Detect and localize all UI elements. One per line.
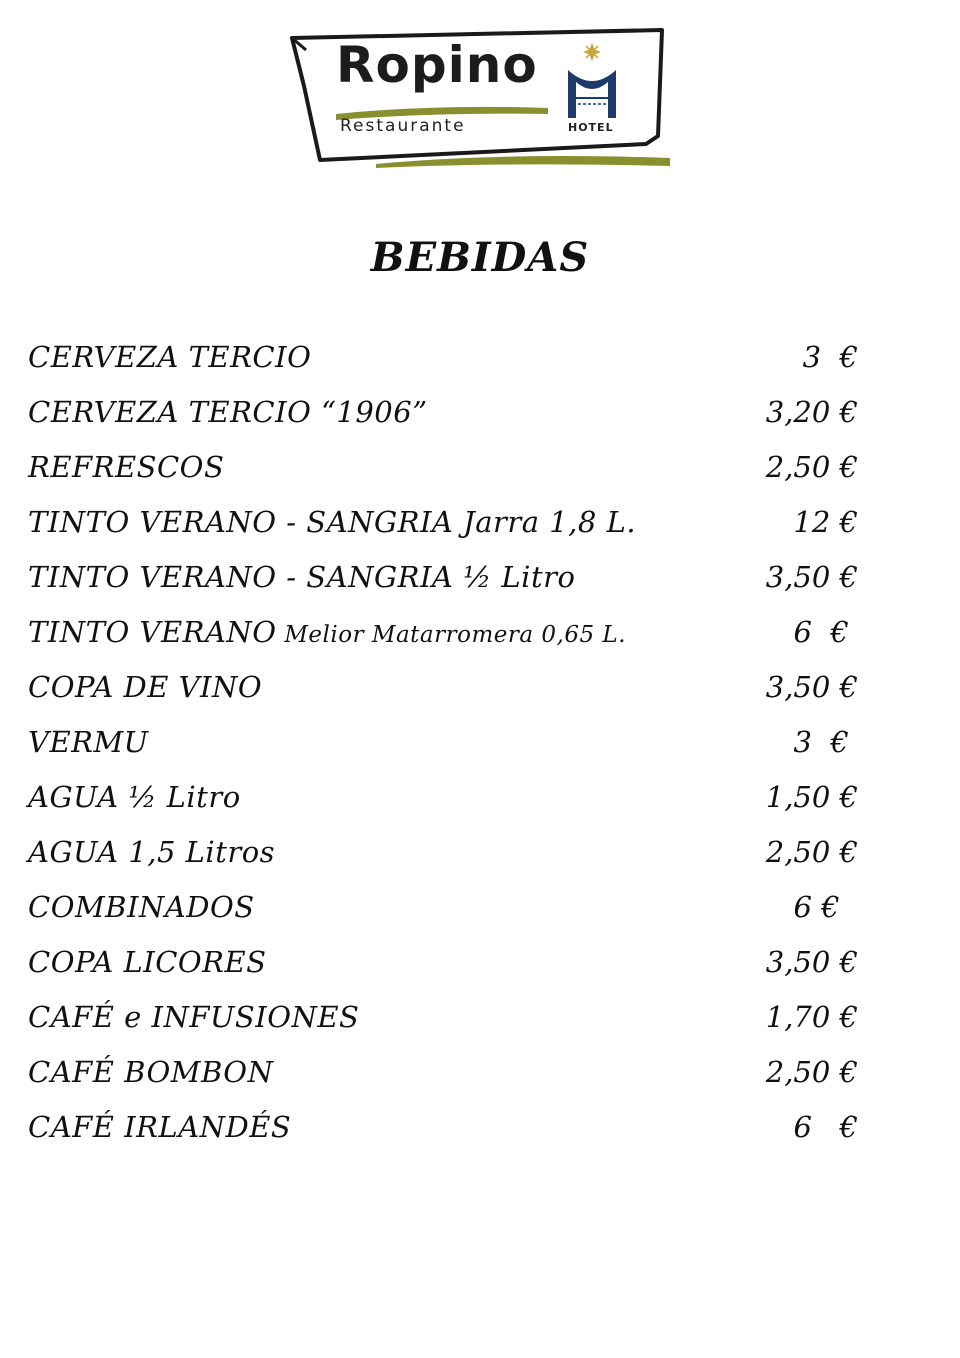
item-name: TINTO VERANO - SANGRIA ½ Litro bbox=[28, 560, 576, 594]
item-name: COMBINADOS bbox=[28, 890, 255, 924]
drinks-list bbox=[28, 335, 858, 1160]
item-price: 2,50 € bbox=[765, 1055, 858, 1089]
menu-item bbox=[28, 500, 858, 555]
item-price: 3,50 € bbox=[765, 670, 858, 704]
item-price: 12 € bbox=[793, 505, 858, 539]
menu-item bbox=[28, 940, 858, 995]
item-price: 1,70 € bbox=[765, 1000, 858, 1034]
logo-title: Ropino bbox=[336, 36, 538, 94]
item-price: 1,50 € bbox=[765, 780, 858, 814]
item-name: AGUA ½ Litro bbox=[28, 780, 241, 814]
item-price: 3 € bbox=[793, 725, 858, 759]
item-name: CERVEZA TERCIO “1906” bbox=[28, 395, 428, 429]
item-name: COPA DE VINO bbox=[28, 670, 263, 704]
menu-item bbox=[28, 1050, 858, 1105]
item-name: REFRESCOS bbox=[28, 450, 225, 484]
item-price: 6 € bbox=[793, 1110, 858, 1144]
item-name: CERVEZA TERCIO bbox=[28, 340, 312, 374]
item-name: COPA LICORES bbox=[28, 945, 267, 979]
item-price: 3,50 € bbox=[765, 560, 858, 594]
item-price: 2,50 € bbox=[765, 835, 858, 869]
menu-item bbox=[28, 885, 858, 940]
item-name: TINTO VERANO Melior Matarromera 0,65 L. bbox=[28, 615, 626, 649]
menu-item bbox=[28, 1105, 858, 1160]
menu-item bbox=[28, 335, 858, 390]
logo-hotel-label: HOTEL bbox=[568, 121, 614, 134]
menu-item bbox=[28, 995, 858, 1050]
menu-item bbox=[28, 665, 858, 720]
menu-item bbox=[28, 390, 858, 445]
item-name: CAFÉ BOMBON bbox=[28, 1055, 274, 1089]
restaurant-logo bbox=[286, 26, 672, 172]
menu-heading: BEBIDAS bbox=[370, 234, 590, 281]
item-price: 3,20 € bbox=[765, 395, 858, 429]
item-name: CAFÉ e INFUSIONES bbox=[28, 1000, 360, 1034]
menu-item bbox=[28, 445, 858, 500]
menu-item bbox=[28, 830, 858, 885]
item-price: 3 € bbox=[802, 340, 858, 374]
item-price: 6 € bbox=[793, 615, 858, 649]
item-price: 2,50 € bbox=[765, 450, 858, 484]
item-name: VERMU bbox=[28, 725, 149, 759]
menu-item bbox=[28, 775, 858, 830]
item-name: TINTO VERANO - SANGRIA Jarra 1,8 L. bbox=[28, 505, 637, 539]
item-name: CAFÉ IRLANDÉS bbox=[28, 1110, 292, 1144]
item-price: 3,50 € bbox=[765, 945, 858, 979]
item-name: AGUA 1,5 Litros bbox=[28, 835, 276, 869]
menu-item bbox=[28, 555, 858, 610]
menu-item bbox=[28, 610, 858, 665]
menu-item bbox=[28, 720, 858, 775]
item-price: 6 € bbox=[793, 890, 858, 924]
logo-subtitle: Restaurante bbox=[340, 116, 466, 136]
